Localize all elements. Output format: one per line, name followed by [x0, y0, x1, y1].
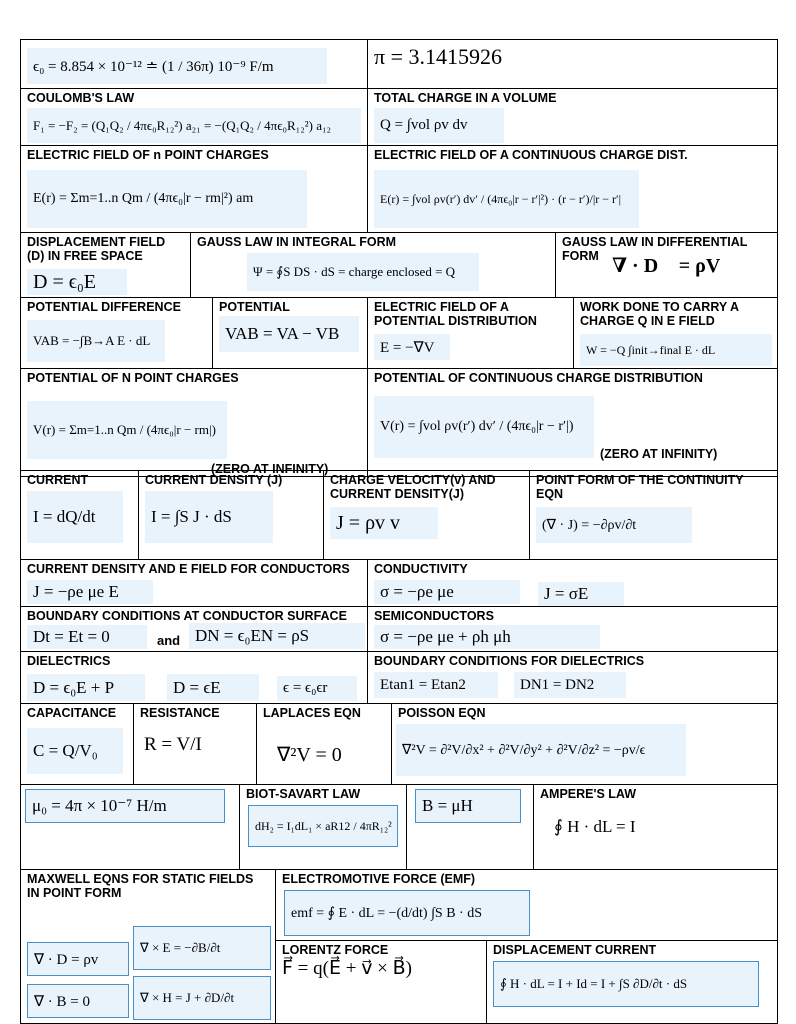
pi-formula: π = 3.1415926	[374, 44, 503, 69]
potential-difference-cell	[20, 297, 213, 369]
maxwell-div-d: ∇ · D = ρv	[27, 942, 129, 976]
displacement-current-cell	[486, 940, 778, 1024]
potential-continuous-note: (ZERO AT INFINITY)	[600, 447, 718, 461]
work-done-cell	[573, 297, 778, 369]
continuous-charge-cell	[367, 145, 778, 233]
conductor-current-formula: J = −ρe μe E	[27, 580, 153, 604]
continuity-title: POINT FORM OF THE CONTINUITY EQN	[536, 473, 744, 501]
laplace-cell	[256, 703, 392, 785]
displacement-field-cell	[20, 232, 191, 298]
current-density-title: CURRENT DENSITY (J)	[145, 473, 283, 487]
conductor-current-cell	[20, 559, 368, 607]
poisson-cell	[391, 703, 778, 785]
displacement-current-title: DISPLACEMENT CURRENT	[493, 943, 657, 957]
potential-cell	[212, 297, 368, 369]
epsilon0-formula: ϵ₀ = 8.854 × 10⁻¹² ≐ (1 / 36π) 10⁻⁹ F/m	[27, 48, 327, 84]
emf-title: ELECTROMOTIVE FORCE (EMF)	[282, 872, 476, 886]
dielectrics-cell	[20, 651, 368, 704]
dielectrics-formula-1: D = ϵ₀E + P	[27, 674, 145, 701]
displacement-field-formula: D = ϵ₀E	[27, 269, 127, 295]
conductor-boundary-title: BOUNDARY CONDITIONS AT CONDUCTOR SURFACE	[27, 609, 347, 623]
point-charges-formula: E(r) = Σm=1..n Qm / (4πϵ₀|r − rm|²) am	[27, 170, 307, 228]
gauss-differential-formula: ∇ · D⃗ = ρV	[612, 255, 721, 277]
current-density-formula: I = ∫S J · dS	[145, 491, 273, 543]
resistance-cell	[133, 703, 257, 785]
displacement-field-title: DISPLACEMENT FIELD (D) IN FREE SPACE	[27, 235, 166, 263]
coulomb-title: COULOMB'S LAW	[27, 91, 135, 105]
mu0-cell	[20, 784, 240, 870]
ampere-title: AMPERE'S LAW	[540, 787, 637, 801]
continuity-formula: (∇ · J) = −∂ρv/∂t	[536, 507, 692, 543]
dielectric-boundary-title: BOUNDARY CONDITIONS FOR DIELECTRICS	[374, 654, 645, 668]
total-charge-cell	[367, 88, 778, 146]
dielectric-boundary-formula-1: Etan1 = Etan2	[374, 672, 498, 698]
work-done-title: WORK DONE TO CARRY A CHARGE Q IN E FIELD	[580, 300, 740, 328]
semiconductors-cell	[367, 606, 778, 652]
potential-title: POTENTIAL	[219, 300, 290, 314]
maxwell-curl-e: ∇ × E = −∂B/∂t	[133, 926, 271, 970]
emf-formula: emf = ∮ E · dL = −(d/dt) ∫S B · dS	[284, 890, 530, 936]
epsilon0-cell	[20, 39, 368, 89]
gauss-differential-cell	[555, 232, 778, 298]
charge-velocity-cell	[323, 470, 530, 560]
charge-velocity-formula: J = ρv v	[330, 507, 438, 539]
potential-n-charges-cell	[20, 368, 368, 477]
potential-difference-title: POTENTIAL DIFFERENCE	[27, 300, 181, 314]
current-formula: I = dQ/dt	[27, 491, 123, 543]
capacitance-cell	[20, 703, 134, 785]
work-done-formula: W = −Q ∫init→final E · dL	[580, 334, 772, 366]
laplace-formula: ∇²V = 0	[277, 744, 342, 766]
poisson-formula: ∇²V = ∂²V/∂x² + ∂²V/∂y² + ∂²V/∂z² = −ρv/ϵ	[396, 724, 686, 776]
coulomb-cell	[20, 88, 368, 146]
displacement-current-formula: ∮ H · dL = I + Id = I + ∫S ∂D/∂t · dS	[493, 961, 759, 1007]
total-charge-title: TOTAL CHARGE IN A VOLUME	[374, 91, 557, 105]
biot-savart-cell	[239, 784, 407, 870]
biot-savart-formula: dH₂ = I₁dL₁ × aR12 / 4πR₁₂²	[248, 805, 398, 847]
total-charge-formula: Q = ∫vol ρv dv	[374, 108, 504, 143]
gauss-differential-title: GAUSS LAW IN DIFFERENTIAL FORM	[562, 235, 748, 263]
dielectrics-formula-3: ϵ = ϵ₀ϵr	[277, 676, 357, 701]
conductivity-title: CONDUCTIVITY	[374, 562, 468, 576]
maxwell-div-b: ∇ · B = 0	[27, 984, 129, 1018]
capacitance-title: CAPACITANCE	[27, 706, 117, 720]
continuous-charge-formula: E(r) = ∫vol ρv(r′) dv′ / (4πϵ₀|r − r′|²) · (r − r′)/|r − r′|	[374, 170, 639, 228]
potential-continuous-cell	[367, 368, 778, 477]
potential-n-charges-note: (ZERO AT INFINITY)	[211, 462, 329, 476]
laplace-title: LAPLACES EQN	[263, 706, 361, 720]
charge-velocity-title: CHARGE VELOCITY(v) AND CURRENT DENSITY(J)	[330, 473, 496, 501]
b-mu-h-formula: B = μH	[415, 789, 521, 823]
gauss-integral-cell	[190, 232, 556, 298]
ampere-cell	[533, 784, 778, 870]
conductivity-cell	[367, 559, 778, 607]
formula-sheet	[20, 39, 778, 1024]
poisson-title: POISSON EQN	[398, 706, 486, 720]
gauss-integral-formula: Ψ = ∮S DS · dS = charge enclosed = Q	[247, 253, 479, 291]
potential-n-charges-title: POTENTIAL OF N POINT CHARGES	[27, 371, 239, 385]
conductor-current-title: CURRENT DENSITY AND E FIELD FOR CONDUCTORS	[27, 562, 350, 576]
pi-cell	[367, 39, 778, 89]
dielectrics-formula-2: D = ϵE	[167, 674, 259, 701]
ampere-formula: ∮ H · dL = I	[554, 817, 636, 836]
dielectric-boundary-cell	[367, 651, 778, 704]
mu0-formula: μ₀ = 4π × 10⁻⁷ H/m	[25, 789, 225, 823]
conductivity-formula-2: J = σE	[538, 582, 624, 606]
dielectrics-title: DIELECTRICS	[27, 654, 111, 668]
potential-n-charges-formula: V(r) = Σm=1..n Qm / (4πϵ₀|r − rm|)	[27, 401, 227, 459]
emf-cell	[275, 869, 778, 941]
continuous-charge-title: ELECTRIC FIELD OF A CONTINUOUS CHARGE DIST.	[374, 148, 688, 162]
capacitance-formula: C = Q/V₀	[27, 728, 123, 774]
efield-potential-cell	[367, 297, 574, 369]
resistance-title: RESISTANCE	[140, 706, 220, 720]
continuity-cell	[529, 470, 778, 560]
point-charges-title: ELECTRIC FIELD OF n POINT CHARGES	[27, 148, 269, 162]
conductor-boundary-cell	[20, 606, 368, 652]
potential-formula: VAB = VA − VB	[219, 316, 359, 352]
potential-continuous-formula: V(r) = ∫vol ρv(r′) dv′ / (4πϵ₀|r − r′|)	[374, 396, 594, 458]
b-mu-h-cell	[406, 784, 534, 870]
point-charges-cell	[20, 145, 368, 233]
conductivity-formula-1: σ = −ρe μe	[374, 580, 520, 604]
maxwell-curl-h: ∇ × H = J + ∂D/∂t	[133, 976, 271, 1020]
maxwell-cell	[20, 869, 276, 1024]
lorentz-formula: F⃗ = q(E⃗ + v⃗ × B⃗)	[282, 958, 413, 979]
lorentz-cell	[275, 940, 487, 1024]
conductor-boundary-formula-2: DN = ϵ₀EN = ρS	[189, 623, 365, 649]
lorentz-title: LORENTZ FORCE	[282, 943, 389, 957]
biot-savart-title: BIOT-SAVART LAW	[246, 787, 361, 801]
gauss-integral-title: GAUSS LAW IN INTEGRAL FORM	[197, 235, 397, 249]
conductor-boundary-formula-1: Dt = Et = 0	[27, 625, 147, 649]
efield-potential-formula: E = −∇V	[374, 334, 450, 360]
maxwell-title: MAXWELL EQNS FOR STATIC FIELDS IN POINT FORM	[27, 872, 254, 900]
coulomb-formula: F₁ = −F₂ = (Q₁Q₂ / 4πϵ₀R₁₂²) a₂₁ = −(Q₁Q₂ / 4πϵ₀R₁₂²) a₁₂	[27, 108, 361, 143]
resistance-formula: R = V/I	[144, 734, 202, 755]
current-cell	[20, 470, 139, 560]
potential-difference-formula: VAB = −∫B→A E · dL	[27, 320, 165, 362]
efield-potential-title: ELECTRIC FIELD OF A POTENTIAL DISTRIBUTION	[374, 300, 537, 328]
current-density-cell	[138, 470, 324, 560]
potential-continuous-title: POTENTIAL OF CONTINUOUS CHARGE DISTRIBUTION	[374, 371, 703, 385]
semiconductors-formula: σ = −ρe μe + ρh μh	[374, 625, 600, 649]
dielectric-boundary-formula-2: DN1 = DN2	[514, 672, 626, 698]
semiconductors-title: SEMICONDUCTORS	[374, 609, 494, 623]
conductor-boundary-and: and	[157, 633, 181, 648]
current-title: CURRENT	[27, 473, 89, 487]
